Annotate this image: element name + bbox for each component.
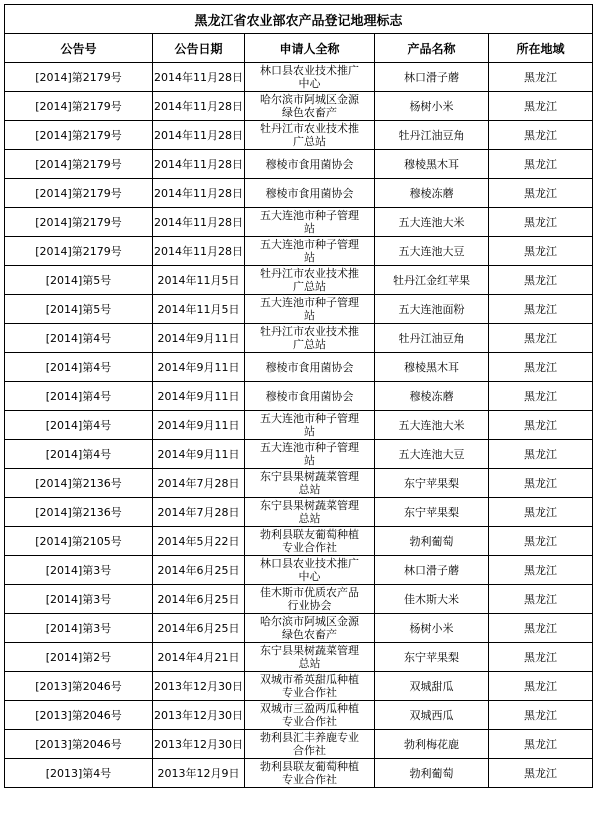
registry-sheet — [4, 4, 592, 788]
table-row — [5, 643, 593, 672]
product-name-cell: 双城西瓜 — [375, 701, 489, 730]
announcement-date-cell: 2014年6月25日 — [153, 614, 245, 643]
announcement-no-cell: [2014]第3号 — [5, 585, 153, 614]
region-cell: 黑龙江 — [489, 411, 593, 440]
table-row — [5, 295, 593, 324]
applicant-cell: 东宁县果树蔬菜管理总站 — [245, 469, 375, 498]
applicant-cell: 双城市三盈两瓜种植专业合作社 — [245, 701, 375, 730]
applicant-cell: 佳木斯市优质农产品行业协会 — [245, 585, 375, 614]
header-row — [5, 34, 593, 63]
product-name-cell: 穆棱黑木耳 — [375, 150, 489, 179]
product-name-cell: 杨树小米 — [375, 614, 489, 643]
announcement-date-cell: 2014年11月28日 — [153, 237, 245, 266]
applicant-cell: 东宁县果树蔬菜管理总站 — [245, 643, 375, 672]
announcement-date-cell: 2014年4月21日 — [153, 643, 245, 672]
header-product-name: 产品名称 — [375, 34, 489, 63]
region-cell: 黑龙江 — [489, 730, 593, 759]
region-cell: 黑龙江 — [489, 179, 593, 208]
announcement-date-cell: 2013年12月9日 — [153, 759, 245, 788]
region-cell: 黑龙江 — [489, 382, 593, 411]
applicant-cell: 林口县农业技术推广中心 — [245, 63, 375, 92]
announcement-date-cell: 2014年7月28日 — [153, 469, 245, 498]
announcement-date-cell: 2014年5月22日 — [153, 527, 245, 556]
announcement-date-cell: 2013年12月30日 — [153, 701, 245, 730]
table-title: 黑龙江省农业部农产品登记地理标志 — [5, 5, 593, 34]
announcement-date-cell: 2013年12月30日 — [153, 730, 245, 759]
applicant-cell: 五大连池市种子管理站 — [245, 208, 375, 237]
region-cell: 黑龙江 — [489, 527, 593, 556]
region-cell: 黑龙江 — [489, 672, 593, 701]
announcement-date-cell: 2014年6月25日 — [153, 556, 245, 585]
product-name-cell: 穆棱黑木耳 — [375, 353, 489, 382]
table-row — [5, 237, 593, 266]
announcement-no-cell: [2014]第2179号 — [5, 92, 153, 121]
announcement-date-cell: 2014年11月28日 — [153, 150, 245, 179]
region-cell: 黑龙江 — [489, 585, 593, 614]
product-name-cell: 勃利梅花鹿 — [375, 730, 489, 759]
region-cell: 黑龙江 — [489, 701, 593, 730]
table-row — [5, 121, 593, 150]
product-name-cell: 五大连池大豆 — [375, 237, 489, 266]
region-cell: 黑龙江 — [489, 150, 593, 179]
announcement-date-cell: 2014年9月11日 — [153, 411, 245, 440]
applicant-cell: 哈尔滨市阿城区金源绿色农畜产 — [245, 614, 375, 643]
table-row — [5, 498, 593, 527]
table-row — [5, 585, 593, 614]
registry-table — [4, 4, 593, 788]
announcement-date-cell: 2014年11月5日 — [153, 295, 245, 324]
announcement-no-cell: [2014]第2179号 — [5, 208, 153, 237]
region-cell: 黑龙江 — [489, 324, 593, 353]
applicant-cell: 哈尔滨市阿城区金源绿色农畜产 — [245, 92, 375, 121]
announcement-no-cell: [2014]第2105号 — [5, 527, 153, 556]
product-name-cell: 五大连池大米 — [375, 208, 489, 237]
announcement-no-cell: [2014]第4号 — [5, 411, 153, 440]
announcement-no-cell: [2014]第3号 — [5, 556, 153, 585]
applicant-cell: 五大连池市种子管理站 — [245, 295, 375, 324]
applicant-cell: 五大连池市种子管理站 — [245, 411, 375, 440]
product-name-cell: 牡丹江油豆角 — [375, 324, 489, 353]
region-cell: 黑龙江 — [489, 440, 593, 469]
table-row — [5, 527, 593, 556]
table-row — [5, 150, 593, 179]
region-cell: 黑龙江 — [489, 295, 593, 324]
applicant-cell: 东宁县果树蔬菜管理总站 — [245, 498, 375, 527]
product-name-cell: 五大连池大米 — [375, 411, 489, 440]
region-cell: 黑龙江 — [489, 469, 593, 498]
announcement-date-cell: 2013年12月30日 — [153, 672, 245, 701]
announcement-date-cell: 2014年11月28日 — [153, 121, 245, 150]
table-row — [5, 266, 593, 295]
announcement-date-cell: 2014年11月28日 — [153, 63, 245, 92]
product-name-cell: 双城甜瓜 — [375, 672, 489, 701]
region-cell: 黑龙江 — [489, 63, 593, 92]
product-name-cell: 五大连池面粉 — [375, 295, 489, 324]
announcement-date-cell: 2014年11月28日 — [153, 179, 245, 208]
product-name-cell: 林口滑子蘑 — [375, 63, 489, 92]
applicant-cell: 五大连池市种子管理站 — [245, 237, 375, 266]
region-cell: 黑龙江 — [489, 92, 593, 121]
applicant-cell: 牡丹江市农业技术推广总站 — [245, 324, 375, 353]
announcement-date-cell: 2014年9月11日 — [153, 382, 245, 411]
table-row — [5, 411, 593, 440]
announcement-date-cell: 2014年11月28日 — [153, 92, 245, 121]
product-name-cell: 林口滑子蘑 — [375, 556, 489, 585]
table-row — [5, 208, 593, 237]
announcement-no-cell: [2014]第4号 — [5, 353, 153, 382]
table-row — [5, 469, 593, 498]
product-name-cell: 杨树小米 — [375, 92, 489, 121]
header-region: 所在地域 — [489, 34, 593, 63]
announcement-no-cell: [2014]第2136号 — [5, 498, 153, 527]
header-announcement-no: 公告号 — [5, 34, 153, 63]
announcement-no-cell: [2014]第2号 — [5, 643, 153, 672]
applicant-cell: 牡丹江市农业技术推广总站 — [245, 266, 375, 295]
announcement-no-cell: [2014]第2179号 — [5, 63, 153, 92]
region-cell: 黑龙江 — [489, 237, 593, 266]
applicant-cell: 双城市希英甜瓜种植专业合作社 — [245, 672, 375, 701]
applicant-cell: 勃利县联友葡萄种植专业合作社 — [245, 759, 375, 788]
region-cell: 黑龙江 — [489, 498, 593, 527]
product-name-cell: 东宁苹果梨 — [375, 469, 489, 498]
applicant-cell: 穆棱市食用菌协会 — [245, 382, 375, 411]
announcement-date-cell: 2014年9月11日 — [153, 353, 245, 382]
announcement-date-cell: 2014年11月5日 — [153, 266, 245, 295]
product-name-cell: 穆棱冻蘑 — [375, 382, 489, 411]
announcement-no-cell: [2013]第4号 — [5, 759, 153, 788]
product-name-cell: 东宁苹果梨 — [375, 498, 489, 527]
announcement-date-cell: 2014年9月11日 — [153, 324, 245, 353]
announcement-no-cell: [2013]第2046号 — [5, 730, 153, 759]
header-applicant: 申请人全称 — [245, 34, 375, 63]
region-cell: 黑龙江 — [489, 614, 593, 643]
table-row — [5, 353, 593, 382]
announcement-no-cell: [2013]第2046号 — [5, 672, 153, 701]
region-cell: 黑龙江 — [489, 121, 593, 150]
announcement-no-cell: [2014]第4号 — [5, 324, 153, 353]
table-row — [5, 759, 593, 788]
table-row — [5, 382, 593, 411]
product-name-cell: 勃利葡萄 — [375, 759, 489, 788]
table-row — [5, 440, 593, 469]
applicant-cell: 五大连池市种子管理站 — [245, 440, 375, 469]
announcement-no-cell: [2014]第2136号 — [5, 469, 153, 498]
announcement-no-cell: [2014]第3号 — [5, 614, 153, 643]
announcement-no-cell: [2014]第2179号 — [5, 121, 153, 150]
product-name-cell: 东宁苹果梨 — [375, 643, 489, 672]
table-row — [5, 92, 593, 121]
applicant-cell: 穆棱市食用菌协会 — [245, 179, 375, 208]
applicant-cell: 勃利县联友葡萄种植专业合作社 — [245, 527, 375, 556]
table-row — [5, 324, 593, 353]
region-cell: 黑龙江 — [489, 353, 593, 382]
announcement-no-cell: [2013]第2046号 — [5, 701, 153, 730]
region-cell: 黑龙江 — [489, 556, 593, 585]
applicant-cell: 穆棱市食用菌协会 — [245, 150, 375, 179]
announcement-no-cell: [2014]第4号 — [5, 382, 153, 411]
applicant-cell: 穆棱市食用菌协会 — [245, 353, 375, 382]
region-cell: 黑龙江 — [489, 208, 593, 237]
applicant-cell: 勃利县汇丰养鹿专业合作社 — [245, 730, 375, 759]
announcement-no-cell: [2014]第4号 — [5, 440, 153, 469]
header-announcement-date: 公告日期 — [153, 34, 245, 63]
table-row — [5, 730, 593, 759]
announcement-no-cell: [2014]第2179号 — [5, 237, 153, 266]
announcement-date-cell: 2014年11月28日 — [153, 208, 245, 237]
applicant-cell: 牡丹江市农业技术推广总站 — [245, 121, 375, 150]
table-row — [5, 701, 593, 730]
product-name-cell: 勃利葡萄 — [375, 527, 489, 556]
product-name-cell: 牡丹江金红苹果 — [375, 266, 489, 295]
product-name-cell: 佳木斯大米 — [375, 585, 489, 614]
product-name-cell: 牡丹江油豆角 — [375, 121, 489, 150]
table-row — [5, 179, 593, 208]
region-cell: 黑龙江 — [489, 266, 593, 295]
title-row — [5, 5, 593, 34]
table-row — [5, 614, 593, 643]
product-name-cell: 穆棱冻蘑 — [375, 179, 489, 208]
product-name-cell: 五大连池大豆 — [375, 440, 489, 469]
region-cell: 黑龙江 — [489, 759, 593, 788]
announcement-no-cell: [2014]第2179号 — [5, 150, 153, 179]
region-cell: 黑龙江 — [489, 643, 593, 672]
applicant-cell: 林口县农业技术推广中心 — [245, 556, 375, 585]
announcement-date-cell: 2014年9月11日 — [153, 440, 245, 469]
announcement-no-cell: [2014]第5号 — [5, 295, 153, 324]
announcement-date-cell: 2014年6月25日 — [153, 585, 245, 614]
table-row — [5, 63, 593, 92]
table-row — [5, 556, 593, 585]
table-row — [5, 672, 593, 701]
announcement-date-cell: 2014年7月28日 — [153, 498, 245, 527]
announcement-no-cell: [2014]第5号 — [5, 266, 153, 295]
table-body — [5, 63, 593, 788]
announcement-no-cell: [2014]第2179号 — [5, 179, 153, 208]
